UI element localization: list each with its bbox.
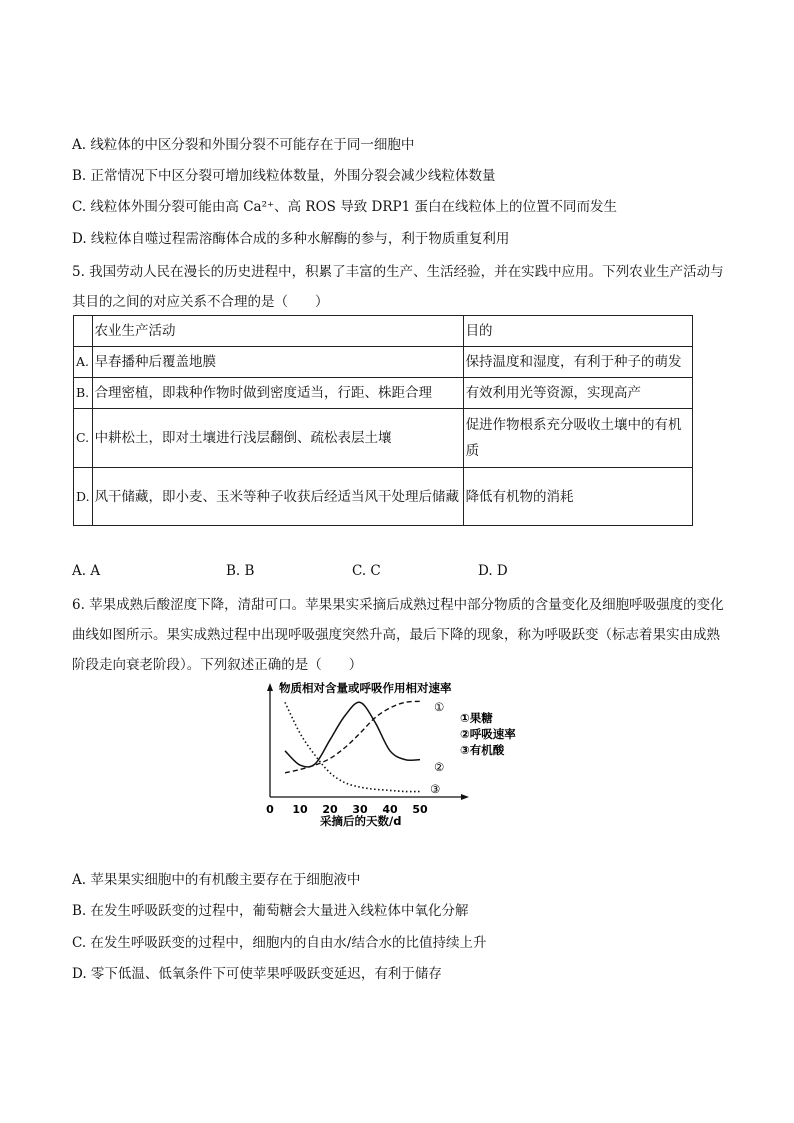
table-row [74, 409, 693, 468]
q5-table [73, 315, 693, 526]
row-activity: 早春播种后覆盖地膜 [92, 347, 463, 378]
q6-option-d: D. 零下低温、低氧条件下可使苹果呼吸跃变延迟，有利于储存 [72, 966, 442, 982]
row-purpose: 有效利用光等资源，实现高产 [463, 378, 692, 409]
q4-option-c: C. 线粒体外围分裂可能由高 Ca²⁺、高 ROS 导致 DRP1 蛋白在线粒体上的位置不同而发生 [72, 199, 617, 215]
series-fructose-label: ① [434, 700, 445, 714]
row-purpose: 保持温度和湿度，有利于种子的萌发 [463, 347, 692, 378]
row-activity: 合理密植，即栽种作物时做到密度适当，行距、株距合理 [92, 378, 463, 409]
x-tick-label: 10 [292, 803, 308, 816]
q5-option-d: D. D [478, 563, 508, 579]
table-row [74, 468, 693, 526]
q4-option-d: D. 线粒体自噬过程需溶酶体合成的多种水解酶的参与，利于物质重复利用 [72, 231, 510, 247]
y-axis-arrow [267, 683, 273, 691]
x-axis-label: 采摘后的天数/d [320, 814, 402, 828]
x-tick-label: 0 [266, 803, 274, 816]
q6-option-a: A. 苹果果实细胞中的有机酸主要存在于细胞液中 [72, 872, 361, 888]
row-activity: 中耕松土，即对土壤进行浅层翻倒、疏松表层土壤 [92, 409, 463, 468]
row-label: C. [74, 409, 93, 468]
table-row [74, 378, 693, 409]
series-respiration-label: ② [434, 760, 445, 774]
x-tick-label: 50 [412, 803, 428, 816]
table-header-row [74, 316, 693, 347]
series-organic-acid-line [285, 702, 420, 791]
x-tick-label: 30 [352, 803, 368, 816]
x-tick-label: 20 [322, 803, 338, 816]
legend-item-organic-acid: ③有机酸 [460, 743, 505, 757]
x-axis-arrow [461, 794, 469, 800]
q5-option-b: B. B [226, 563, 255, 579]
row-activity: 风干储藏，即小麦、玉米等种子收获后经适当风干处理后储藏 [92, 468, 463, 526]
q4-option-b: B. 正常情况下中区分裂可增加线粒体数量，外围分裂会减少线粒体数量 [72, 168, 496, 184]
q5-options [72, 561, 572, 581]
series-respiration-line [285, 702, 420, 767]
row-label: D. [74, 468, 93, 526]
table-row [74, 347, 693, 378]
q5-option-c: C. C [352, 563, 381, 579]
row-purpose: 促进作物根系充分吸收土壤中的有机质 [463, 409, 692, 468]
series-fructose-line [285, 701, 420, 773]
legend-item-respiration: ②呼吸速率 [460, 727, 516, 741]
header-activity: 农业生产活动 [92, 316, 463, 347]
row-label: A. [74, 347, 93, 378]
x-tick-label: 40 [382, 803, 398, 816]
q6-option-c: C. 在发生呼吸跃变的过程中，细胞内的自由水/结合水的比值持续上升 [72, 935, 487, 951]
header-purpose: 目的 [463, 316, 692, 347]
row-label: B. [74, 378, 93, 409]
y-axis-label: 物质相对含量或呼吸作用相对速率 [279, 681, 452, 695]
q6-option-b: B. 在发生呼吸跃变的过程中，葡萄糖会大量进入线粒体中氧化分解 [72, 903, 469, 919]
series-organic-acid-label: ③ [430, 782, 441, 796]
q6-chart [255, 680, 545, 840]
q5-stem: 5. 我国劳动人民在漫长的历史进程中，积累了丰富的生产、生活经验，并在实践中应用。下列农业生产活动与其目的之间的对应关系不合理的是（ ） [72, 264, 724, 310]
q4-option-a: A. 线粒体的中区分裂和外围分裂不可能存在于同一细胞中 [72, 137, 415, 153]
table-corner [74, 316, 93, 347]
legend-item-fructose: ①果糖 [460, 711, 493, 725]
q6-stem: 6. 苹果成熟后酸涩度下降，清甜可口。苹果果实采摘后成熟过程中部分物质的含量变化及细胞呼吸强度的变化曲线如图所示。果实成熟过程中出现呼吸强度突然升高，最后下降的现象，称为呼吸跃变（标志着果实由成熟阶段走向衰老阶段）。下列叙述正确的是（ ） [72, 597, 724, 673]
row-purpose: 降低有机物的消耗 [463, 468, 692, 526]
q5-option-a: A. A [72, 563, 101, 579]
